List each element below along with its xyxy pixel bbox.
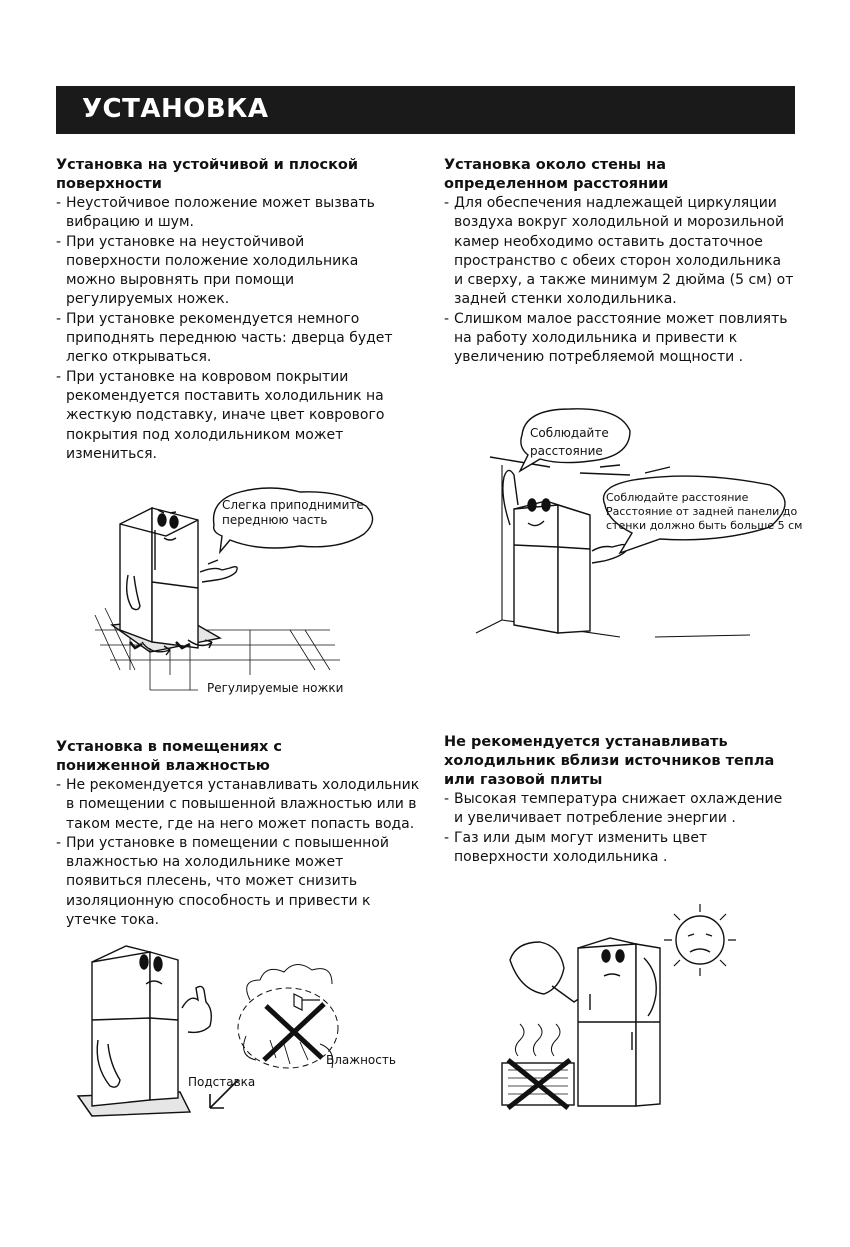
feet-label: Регулируемые ножки	[207, 681, 344, 695]
wall-distance-illustration	[470, 405, 810, 655]
note-text: Расстояние от задней панели до	[606, 505, 798, 518]
page-header	[56, 86, 795, 134]
item-list	[444, 194, 794, 368]
section-near-wall	[444, 156, 794, 368]
section-title: Установка на устойчивой и плоской поверхности	[56, 157, 359, 192]
list-item: - При установке рекомендуется немного приподнять переднюю часть: дверца будет легко открываться.	[56, 310, 393, 366]
list-item: - При установке в помещении с повышенной влажностью на холодильнике может появиться плесень, что может снизить изоляционную способность и привести к утечке тока.	[56, 834, 389, 929]
hand-icon	[182, 986, 211, 1032]
section-title: Не рекомендуется устанавливать холодильник вблизи источников тепла или газовой плиты	[444, 734, 775, 788]
bubble-text: Соблюдайте	[530, 426, 609, 440]
lift-front-illustration	[90, 480, 390, 700]
fridge-icon	[503, 470, 590, 633]
section-title: Установка в помещениях с пониженной влажностью	[56, 739, 283, 774]
list-item: - Неустойчивое положение может вызвать вибрацию и шум.	[56, 195, 375, 231]
hand-icon	[592, 545, 626, 563]
list-item: - При установке на ковровом покрытии рекомендуется поставить холодильник на жесткую подставку, иначе цвет коврового покрытия под холодильником может измениться.	[56, 368, 385, 462]
section-stable-surface	[56, 156, 396, 464]
section-humidity	[56, 738, 421, 930]
section-title: Установка около стены на определенном расстоянии	[444, 157, 669, 192]
humidity-cloud-icon	[238, 964, 338, 1068]
fridge-icon	[578, 938, 660, 1106]
item-list	[56, 194, 396, 464]
list-item: - Газ или дым могут изменить цвет поверхности холодильника .	[444, 829, 708, 865]
list-item: - Слишком малое расстояние может повлиять на работу холодильника и привести к увеличению потребляемой мощности .	[444, 310, 788, 366]
bubble-text: расстояние	[530, 444, 603, 458]
fan-icon	[510, 942, 580, 1002]
prohibited-x-icon	[264, 1004, 324, 1060]
note-text: Соблюдайте расстояние	[606, 491, 749, 504]
note-text: стенки должно быть больше 5 см	[606, 519, 803, 532]
list-item: - Для обеспечения надлежащей циркуляции воздуха вокруг холодильной и морозильной камер необходимо оставить достаточное пространство с обеих сторон холодильника и сверху, а также минимум 2 дюйма (5 см) от задней стенки холодильника.	[444, 195, 794, 308]
fridge-icon	[120, 508, 198, 648]
bubble-text: переднюю часть	[222, 513, 328, 527]
bubble-text: Слегка приподнимите	[222, 498, 364, 512]
section-heat-sources	[444, 733, 794, 867]
sun-icon	[664, 904, 736, 976]
list-item: - Не рекомендуется устанавливать холодильник в помещении с повышенной влажностью или в таком месте, где на него может попасть вода.	[56, 777, 420, 832]
page-title: УСТАНОВКА	[82, 94, 269, 124]
humidity-illustration	[70, 940, 410, 1130]
item-list	[56, 776, 421, 930]
humidity-label: Влажность	[326, 1053, 396, 1067]
hand-icon	[200, 560, 237, 582]
list-item: - Высокая температура снижает охлаждение и увеличивает потребление энергии .	[444, 791, 783, 827]
fridge-icon	[92, 946, 178, 1106]
stand-label: Подставка	[188, 1075, 256, 1089]
list-item: - При установке на неустойчивой поверхности положение холодильника можно выровнять при помощи регулируемых ножек.	[56, 233, 359, 308]
heat-sources-illustration	[490, 898, 790, 1113]
item-list	[444, 790, 794, 867]
